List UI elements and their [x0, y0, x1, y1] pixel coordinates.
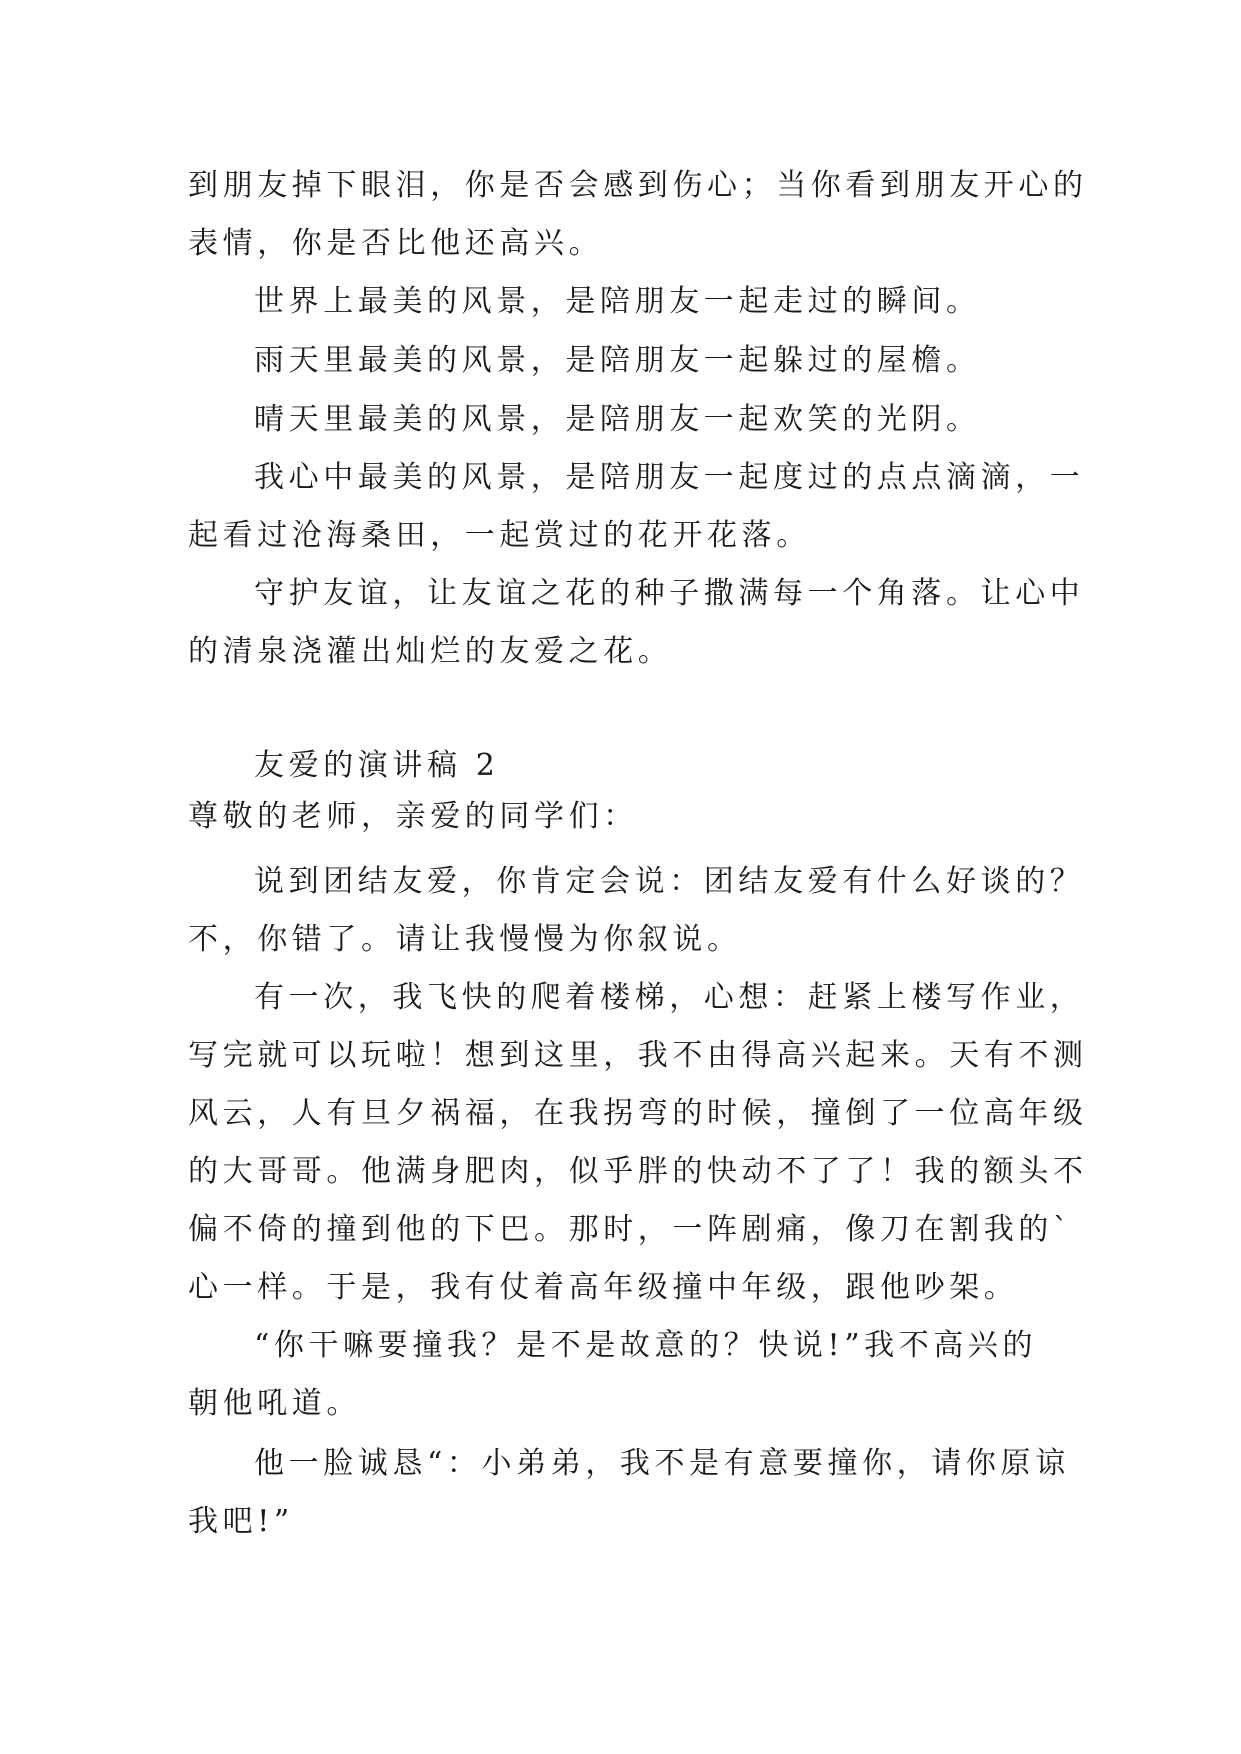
paragraph-line: 世界上最美的风景，是陪朋友一起走过的瞬间。 [254, 284, 981, 319]
paragraph-line: 起看过沧海桑田，一起赏过的花开花落。 [188, 518, 811, 553]
paragraph-line: 我心中最美的风景，是陪朋友一起度过的点点滴滴，一 [254, 460, 1085, 495]
paragraph-line: 到朋友掉下眼泪，你是否会感到伤心；当你看到朋友开心的 [188, 168, 1088, 203]
paragraph-line: 晴天里最美的风景，是陪朋友一起欢笑的光阴。 [254, 402, 981, 437]
section-title: 友爱的演讲稿 2 [254, 748, 500, 783]
paragraph-line: 他一脸诚恳“：小弟弟，我不是有意要撞你，请你原谅 [254, 1446, 1070, 1481]
paragraph-line: 偏不倚的撞到他的下巴。那时，一阵剧痛，像刀在割我的` [188, 1212, 1073, 1247]
paragraph-line: 说到团结友爱，你肯定会说：团结友爱有什么好谈的？ [254, 864, 1085, 899]
paragraph-line: 我吧!” [188, 1504, 294, 1539]
paragraph-line: 朝他吼道。 [188, 1386, 361, 1421]
paragraph-line: 的清泉浇灌出灿烂的友爱之花。 [188, 634, 673, 669]
paragraph-line: 雨天里最美的风景，是陪朋友一起躲过的屋檐。 [254, 343, 981, 378]
paragraph-line: “你干嘛要撞我？是不是故意的？快说!”我不高兴的 [254, 1328, 1038, 1363]
salutation: 尊敬的老师，亲爱的同学们： [188, 799, 638, 834]
paragraph-line: 心一样。于是，我有仗着高年级撞中年级，跟他吵架。 [188, 1270, 1019, 1305]
paragraph-line: 风云，人有旦夕祸福，在我拐弯的时候，撞倒了一位高年级 [188, 1096, 1088, 1131]
paragraph-line: 写完就可以玩啦！想到这里，我不由得高兴起来。天有不测 [188, 1038, 1088, 1073]
paragraph-line: 的大哥哥。他满身肥肉，似乎胖的快动不了了！我的额头不 [188, 1154, 1088, 1189]
paragraph-line: 有一次，我飞快的爬着楼梯，心想：赶紧上楼写作业， [254, 980, 1085, 1015]
paragraph-line: 不，你错了。请让我慢慢为你叙说。 [188, 922, 742, 957]
paragraph-line: 守护友谊，让友谊之花的种子撒满每一个角落。让心中 [254, 576, 1085, 611]
paragraph-line: 表情，你是否比他还高兴。 [188, 226, 604, 261]
